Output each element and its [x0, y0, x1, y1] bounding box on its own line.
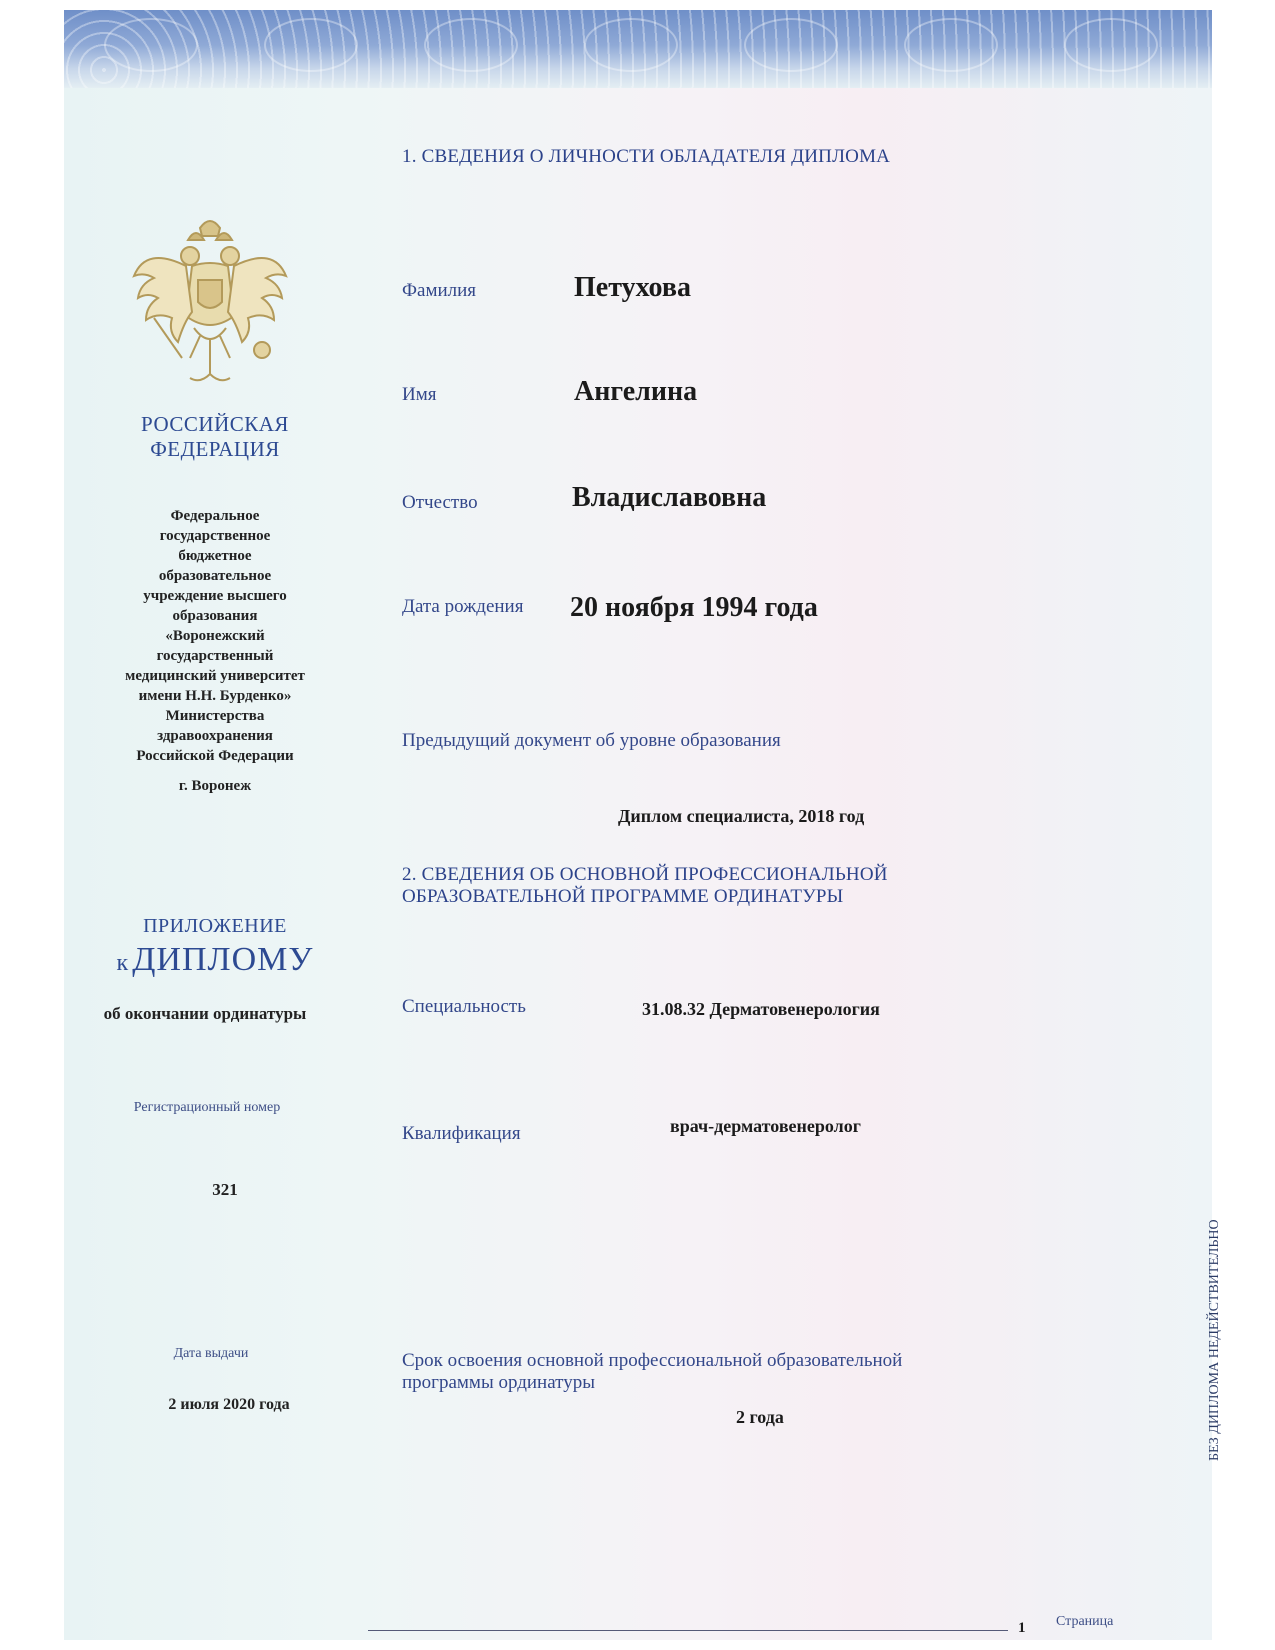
appendix-k: к	[116, 950, 129, 976]
issue-date-label: Дата выдачи	[173, 1346, 249, 1361]
section-1-heading: 1. СВЕДЕНИЯ О ЛИЧНОСТИ ОБЛАДАТЕЛЯ ДИПЛОМА	[402, 146, 891, 167]
patronymic-value: Владиславовна	[572, 482, 767, 513]
registration-number: 321	[212, 1180, 238, 1199]
section-2-heading-line-1: 2. СВЕДЕНИЯ ОБ ОСНОВНОЙ ПРОФЕССИОНАЛЬНОЙ	[402, 864, 888, 885]
section-2-heading-line-2: ОБРАЗОВАТЕЛЬНОЙ ПРОГРАММЕ ОРДИНАТУРЫ	[402, 886, 844, 907]
program-term-value: 2 года	[736, 1407, 784, 1427]
decorative-header-band	[64, 10, 1212, 88]
appendix-diploma: ДИПЛОМУ	[132, 941, 314, 978]
org-line: медицинский университет	[125, 668, 305, 684]
band-ornament	[264, 18, 358, 72]
organization-name	[50, 506, 380, 766]
city: г. Воронеж	[178, 778, 252, 794]
org-line: здравоохранения	[157, 728, 273, 744]
page-label: Страница	[1056, 1614, 1114, 1629]
program-term-label	[402, 1350, 902, 1394]
program-term-label-line-2: программы ординатуры	[402, 1372, 595, 1393]
birth-date-label: Дата рождения	[402, 596, 524, 617]
appendix-line-1: ПРИЛОЖЕНИЕ	[143, 915, 287, 937]
org-line: образовательное	[158, 568, 272, 584]
org-line: государственный	[156, 648, 274, 664]
country-line-1: РОССИЙСКАЯ	[141, 412, 289, 436]
band-ornament	[744, 18, 838, 72]
registration-label: Регистрационный номер	[133, 1100, 281, 1115]
band-ornament	[1064, 18, 1158, 72]
surname-value: Петухова	[574, 272, 691, 303]
birth-date-value: 20 ноября 1994 года	[570, 592, 818, 623]
program-term-label-line-1: Срок освоения основной профессиональной образовательной	[402, 1350, 903, 1371]
band-ornament	[584, 18, 678, 72]
appendix-subtitle: об окончании ординатуры	[103, 1004, 307, 1023]
footer-rule	[368, 1630, 1008, 1631]
patronymic-label: Отчество	[402, 492, 478, 513]
org-line: «Воронежский	[165, 628, 265, 644]
appendix-line-2	[50, 941, 380, 979]
band-ornament	[104, 18, 198, 72]
specialty-value: 31.08.32 Дерматовенерология	[642, 999, 880, 1019]
qualification-label: Квалификация	[402, 1123, 521, 1144]
coat-of-arms-icon	[130, 218, 290, 396]
previous-document-label: Предыдущий документ об уровне образования	[402, 730, 781, 751]
page-number: 1	[1018, 1620, 1026, 1636]
country-line-2: ФЕДЕРАЦИЯ	[150, 437, 280, 461]
org-line: Министерства	[165, 708, 265, 724]
appendix-title	[50, 914, 380, 979]
section-2-heading	[402, 864, 888, 908]
name-value: Ангелина	[574, 376, 698, 407]
surname-label: Фамилия	[402, 280, 477, 301]
specialty-label: Специальность	[402, 996, 526, 1017]
country-name	[50, 412, 380, 462]
band-ornament	[424, 18, 518, 72]
org-line: имени Н.Н. Бурденко»	[138, 688, 292, 704]
org-line: Российской Федерации	[136, 748, 294, 764]
side-validity-note: БЕЗ ДИПЛОМА НЕДЕЙСТВИТЕЛЬНО	[1207, 1219, 1222, 1461]
band-ornament	[904, 18, 998, 72]
org-line: образования	[172, 608, 258, 624]
issue-date: 2 июля 2020 года	[168, 1396, 290, 1413]
name-label: Имя	[402, 384, 437, 405]
qualification-value: врач-дерматовенеролог	[670, 1116, 861, 1136]
org-line: учреждение высшего	[143, 588, 287, 604]
org-line: бюджетное	[178, 548, 252, 564]
org-line: государственное	[159, 528, 271, 544]
org-line: Федеральное	[170, 508, 260, 524]
previous-document-value: Диплом специалиста, 2018 год	[618, 806, 865, 826]
